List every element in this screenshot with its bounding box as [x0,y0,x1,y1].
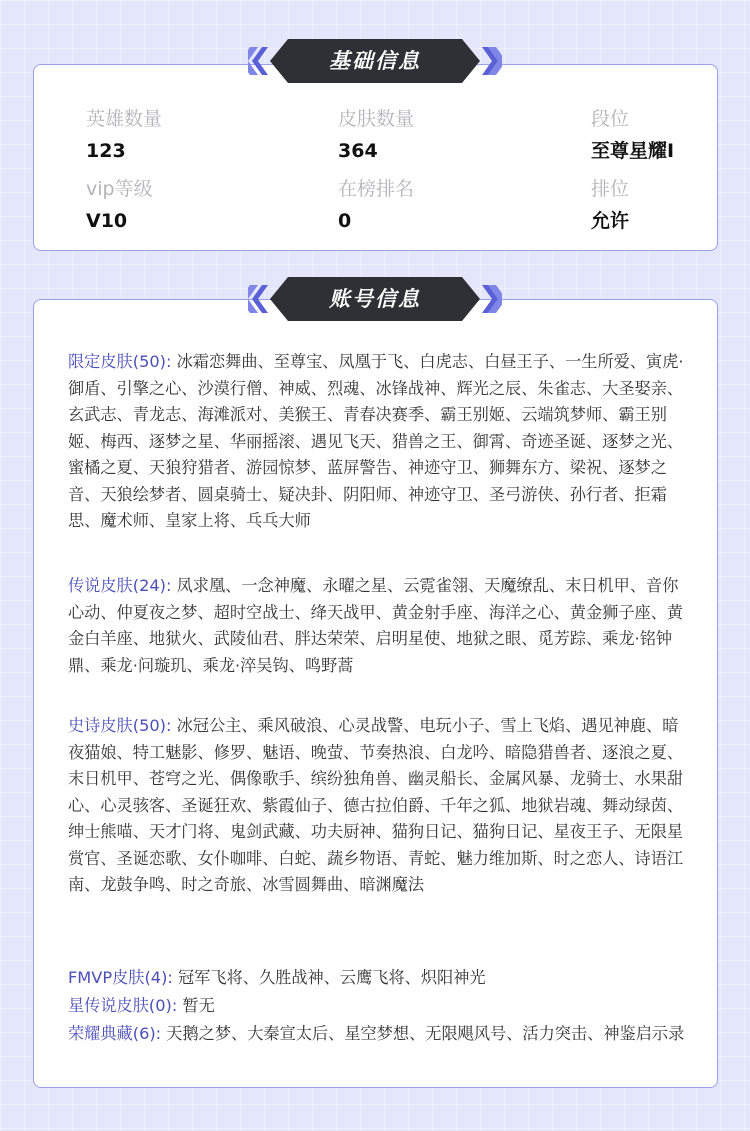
skin-count-stat [338,107,414,163]
account-info-title: 账号信息 [329,287,421,311]
star-legend-skins-list: 暂无 [182,996,215,1015]
leaderboard-value: 0 [338,210,352,232]
rank-tier-value: 至尊星耀I [591,140,675,162]
rank-tier-stat [591,107,674,163]
basic-info-title: 基础信息 [329,49,421,73]
vip-level-stat [86,177,153,233]
glory-collection-block [68,1021,688,1048]
legend-skins-block [68,573,688,679]
fmvp-skins-list: 冠军飞将、久胜战神、云鹰飞将、炽阳神光 [178,968,486,987]
hero-count-value: 123 [86,140,126,162]
limited-skins-list: 冰霜恋舞曲、至尊宝、凤凰于飞、白虎志、白昼王子、一生所爱、寅虎·御盾、引擎之心、沙漠行僧、神威、烈魂、冰锋战神、辉光之辰、朱雀志、大圣娶亲、玄武志、青龙志、海滩派对、美猴王、青春决赛季、霸王别姬、云端筑梦师、霸王别姬、梅西、逐梦之星、华丽摇滚、遇见飞天、猎兽之王、御霄、奇迹圣诞、逐梦之光、蜜橘之夏、天狼狩猎者、游园惊梦、蓝屏警告、神迹守卫、狮舞东方、梁祝、逐梦之音、天狼绘梦者、圆桌骑士、疑决卦、阴阳师、神迹守卫、圣弓游侠、孙行者、拒霜思、魔术师、皇家上将、乓乓大师 [68,352,684,530]
star-legend-skins-block [68,993,688,1020]
star-legend-skins-label: 星传说皮肤(0): [68,996,178,1015]
ranking-label: 排位 [591,178,630,200]
skin-count-value: 364 [338,140,378,162]
account-info-title-badge [248,275,502,323]
basic-info-title-badge [248,37,502,85]
fmvp-skins-block [68,965,688,992]
glory-collection-label: 荣耀典藏(6): [68,1024,162,1043]
epic-skins-list: 冰冠公主、乘风破浪、心灵战警、电玩小子、雪上飞焰、遇见神鹿、暗夜猫娘、特工魅影、修罗、魅语、晚萤、节奏热浪、白龙吟、暗隐猎兽者、逐浪之夏、末日机甲、苍穹之光、偶像歌手、缤纷独角兽、幽灵船长、金属风暴、龙骑士、水果甜心、心灵骇客、圣诞狂欢、紫霞仙子、德古拉伯爵、千年之狐、地狱岩魂、舞动绿茵、绅士熊喵、天才门将、鬼剑武藏、功夫厨神、猫狗日记、猫狗日记、星夜王子、无限星赏官、圣诞恋歌、女仆咖啡、白蛇、蔬乡物语、青蛇、魅力维加斯、时之恋人、诗语江南、龙鼓争鸣、时之奇旅、冰雪圆舞曲、暗渊魔法 [68,716,684,894]
leaderboard-stat [338,177,414,233]
legend-skins-label: 传说皮肤(24): [68,576,172,595]
limited-skins-block [68,349,688,535]
ranking-value: 允许 [591,210,630,232]
fmvp-skins-label: FMVP皮肤(4): [68,968,173,987]
rank-tier-label: 段位 [591,108,630,130]
hero-count-label: 英雄数量 [86,108,163,130]
skin-count-label: 皮肤数量 [338,108,415,130]
glory-collection-list: 天鹅之梦、大秦宣太后、星空梦想、无限飓风号、活力突击、神鉴启示录 [166,1024,685,1043]
hero-count-stat [86,107,162,163]
epic-skins-label: 史诗皮肤(50): [68,716,172,735]
basic-info-card [33,64,718,251]
legend-skins-list: 凤求凰、一念神魔、永曜之星、云霓雀翎、天魔缭乱、末日机甲、音你心动、仲夏夜之梦、超时空战士、绛天战甲、黄金射手座、海洋之心、黄金狮子座、黄金白羊座、地狱火、武陵仙君、胖达荣荣、启明星使、地狱之眼、觅芳踪、乘龙·铭钟鼎、乘龙·问璇玑、乘龙·淬吴钩、鸣野蒿 [68,576,684,675]
leaderboard-label: 在榜排名 [338,178,415,200]
ranking-stat [591,177,629,233]
vip-level-value: V10 [86,210,128,232]
vip-level-label: vip等级 [86,178,153,200]
epic-skins-block [68,713,688,899]
limited-skins-label: 限定皮肤(50): [68,352,172,371]
